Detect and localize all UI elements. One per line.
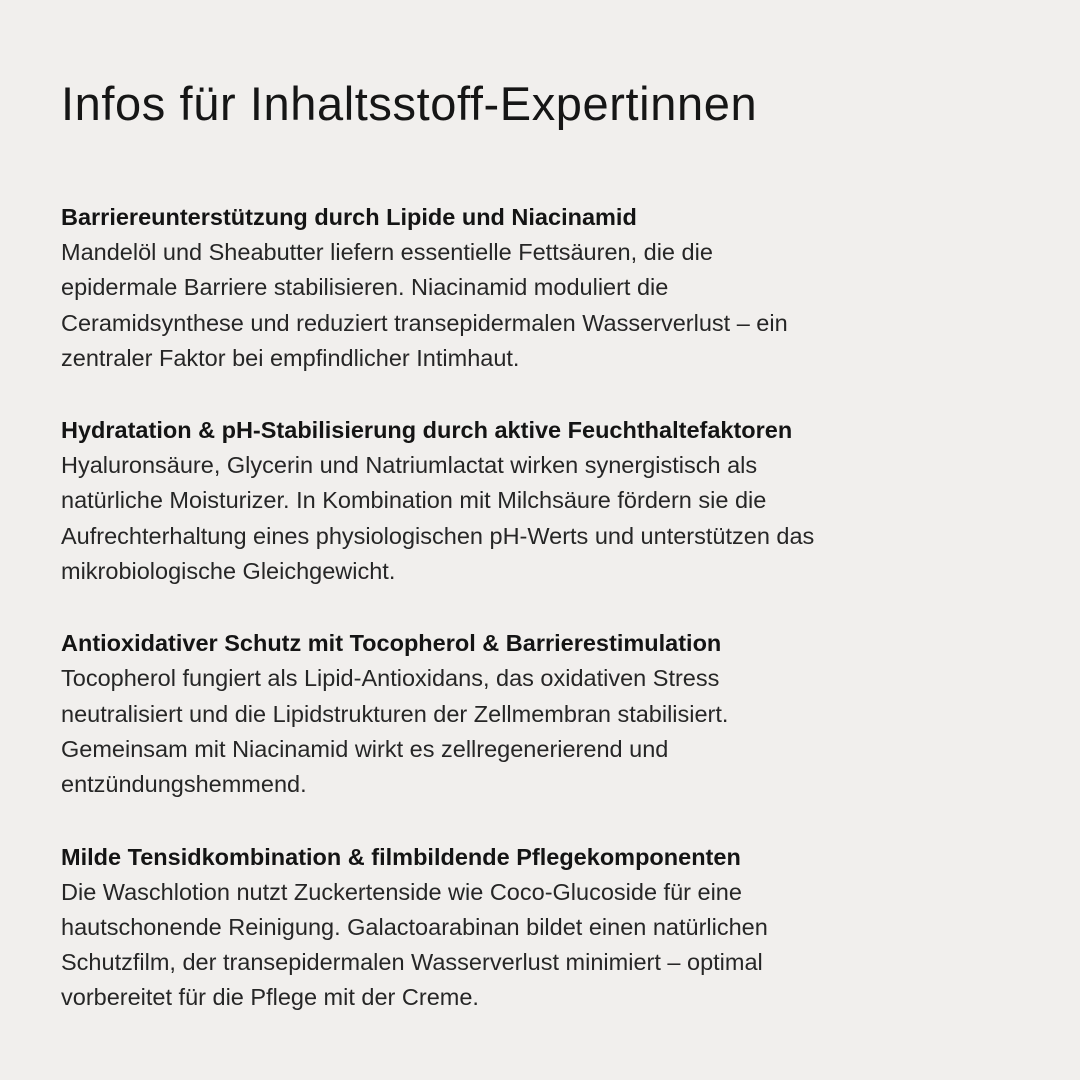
section-text-line: mikrobiologische Gleichgewicht. [61,558,396,585]
section-body [61,235,1040,376]
section-mild-surfactants [61,840,1040,1016]
page-title: Infos für Inhaltsstoff-Expertinnen [61,77,758,130]
section-barrier-lipids [61,200,1040,376]
section-heading: Antioxidativer Schutz mit Tocopherol & Barrierestimulation [61,630,722,657]
section-text-line: Die Waschlotion nutzt Zuckertenside wie Coco-Glucoside für eine [61,878,742,905]
section-text-line: entzündungshemmend. [61,771,307,798]
section-body [61,661,1040,802]
section-heading: Milde Tensidkombination & filmbildende Pflegekomponenten [61,843,741,870]
section-text-line: Mandelöl und Sheabutter liefern essentielle Fettsäuren, die die [61,239,713,265]
section-text-line: vorbereitet für die Pflege mit der Creme. [61,984,479,1011]
section-text-line: Tocopherol fungiert als Lipid-Antioxidans, das oxidativen Stress [61,665,720,692]
section-text-line: Aufrechterhaltung eines physiologischen pH-Werts und unterstützen das [61,522,815,549]
section-text-line: Schutzfilm, der transepidermalen Wasserverlust minimiert – optimal [61,949,763,976]
section-text-line: epidermale Barriere stabilisieren. Niacinamid moduliert die [61,274,669,301]
section-heading: Barriereunterstützung durch Lipide und Niacinamid [61,204,637,230]
section-heading: Hydratation & pH-Stabilisierung durch aktive Feuchthaltefaktoren [61,417,793,444]
section-text-line: natürliche Moisturizer. In Kombination mit Milchsäure fördern sie die [61,487,767,514]
section-text-line: Hyaluronsäure, Glycerin und Natriumlactat wirken synergistisch als [61,452,758,479]
section-body [61,448,1040,589]
ingredient-sections [61,200,1040,1016]
section-text-line: neutralisiert und die Lipidstrukturen der Zellmembran stabilisiert. [61,700,729,727]
section-antioxidant [61,626,1040,802]
section-text-line: Ceramidsynthese und reduziert transepidermalen Wasserverlust – ein [61,309,788,336]
section-text-line: zentraler Faktor bei empfindlicher Intimhaut. [61,344,520,371]
section-hydration-ph [61,413,1040,589]
section-body [61,875,1040,1016]
section-text-line: hautschonende Reinigung. Galactoarabinan bildet einen natürlichen [61,913,768,940]
section-text-line: Gemeinsam mit Niacinamid wirkt es zellregenerierend und [61,735,669,762]
